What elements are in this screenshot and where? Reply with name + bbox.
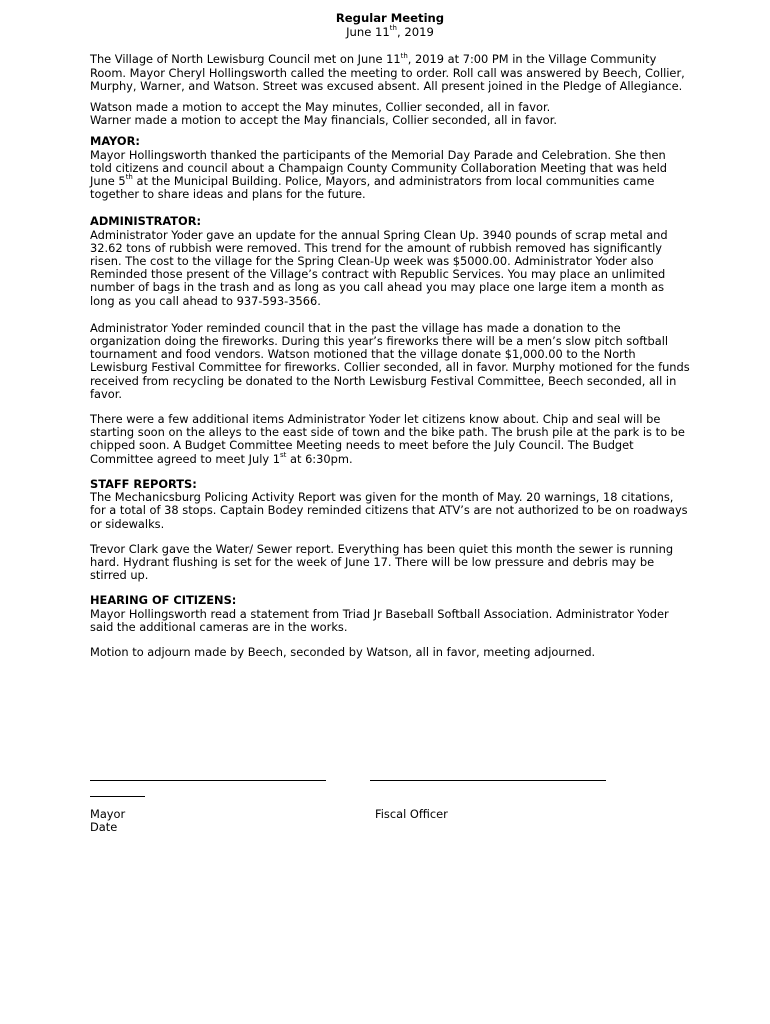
- document-date: [90, 26, 690, 39]
- staff-paragraph-1: The Mechanicsburg Policing Activity Report was given for the month of May. 20 warnings, 18 citations, for a total of 38 stops. Captain Bodey reminded citizens that ATV’s are not authorized to be on roadways or sidewalks.: [90, 490, 688, 531]
- intro-ordinal: th: [400, 51, 408, 60]
- mayor-text-b: at the Municipal Building. Police, Mayors, and administrators from local communities came together to share ideas and plans for the future.: [90, 174, 655, 202]
- admin-p3-ordinal: st: [279, 450, 287, 459]
- mayor-label: Mayor: [90, 807, 126, 821]
- mayor-heading: MAYOR:: [90, 134, 140, 149]
- adjourn-paragraph: Motion to adjourn made by Beech, seconded by Watson, all in favor, meeting adjourned.: [90, 644, 596, 659]
- date-text: June 11: [346, 25, 390, 40]
- motion-financials: Warner made a motion to accept the May financials, Collier seconded, all in favor.: [90, 113, 558, 128]
- admin-p3-text-b: at 6:30pm.: [286, 451, 353, 466]
- administrator-paragraph-1: Administrator Yoder gave an update for the annual Spring Clean Up. 3940 pounds of scrap metal and 32.62 tons of rubbish were removed. This trend for the amount of rubbish removed has significantly risen. The cost to the village for the Spring Clean-Up week was $5000.00. Administrator Yoder also Reminded those present of the Village’s contract with Republic Services. You may place an unlimited number of bags in the trash and as long as you call ahead you may place one large item a month as long as you call ahead to 937-593-3566.: [90, 227, 668, 308]
- citizens-paragraph-1: Mayor Hollingsworth read a statement from Triad Jr Baseball Softball Association. Administrator Yoder said the additional cameras are in the works.: [90, 606, 669, 634]
- fiscal-officer-label: Fiscal Officer: [375, 807, 448, 821]
- date-ordinal: th: [389, 24, 397, 33]
- intro-paragraph: [90, 53, 690, 93]
- admin-p3-text-a: There were a few additional items Administrator Yoder let citizens know about. Chip and seal will be starting soon on the alleys to the east side of town and the bike path. The brush pile at the park is to be chipped soon. A Budget Committee Meeting needs to meet before the July Council. The Budget Committee agreed to meet July 1: [90, 412, 685, 466]
- administrator-section: [90, 215, 690, 465]
- date-year: , 2019: [396, 25, 434, 40]
- citizens-heading: HEARING OF CITIZENS:: [90, 593, 237, 608]
- mayor-signature-line: [90, 780, 326, 781]
- fiscal-signature-line: [370, 780, 606, 781]
- administrator-paragraph-2: Administrator Yoder reminded council that in the past the village has made a donation to the organization doing the fireworks. During this year’s fireworks there will be a men’s slow pitch softball tournament and food vendors. Watson motioned that the village donate $1,000.00 to the North Lewisburg Festival Committee for fireworks. Collier seconded, all in favor. Murphy motioned for the funds received from recycling be donated to the North Lewisburg Festival Committee, Beech seconded, all in favor.: [90, 320, 690, 401]
- staff-heading: STAFF REPORTS:: [90, 476, 197, 491]
- minutes-document: [90, 10, 690, 667]
- document-title: Regular Meeting: [335, 11, 445, 25]
- citizens-section: [90, 594, 690, 659]
- staff-section: [90, 478, 690, 582]
- motion-minutes: Watson made a motion to accept the May minutes, Collier seconded, all in favor.: [90, 100, 551, 115]
- administrator-paragraph-3: [90, 413, 690, 466]
- mayor-text-a: Mayor Hollingsworth thanked the participants of the Memorial Day Parade and Celebration. She then told citizens and council about a Champaign County Community Collaboration Meeting that was held June 5: [90, 147, 668, 189]
- intro-text-b: , 2019 at 7:00 PM in the Village Community Room. Mayor Cheryl Hollingsworth called the meeting to order. Roll call was answered by Beech, Collier, Murphy, Warner, and Watson. Street was excused absent. All present joined in the Pledge of Allegiance.: [90, 52, 685, 93]
- mayor-paragraph: [90, 149, 690, 202]
- administrator-heading: ADMINISTRATOR:: [90, 214, 202, 229]
- date-label: Date: [90, 820, 118, 834]
- intro-text-a: The Village of North Lewisburg Council met on June 11: [90, 52, 401, 67]
- mayor-ordinal: th: [125, 173, 133, 182]
- staff-paragraph-2: Trevor Clark gave the Water/ Sewer report. Everything has been quiet this month the sewer is running hard. Hydrant flushing is set for the week of June 17. There will be low pressure and debris may be stirred up.: [90, 541, 674, 583]
- motions-paragraph: [90, 101, 690, 127]
- mayor-section: [90, 135, 690, 201]
- date-signature-line: [90, 796, 145, 797]
